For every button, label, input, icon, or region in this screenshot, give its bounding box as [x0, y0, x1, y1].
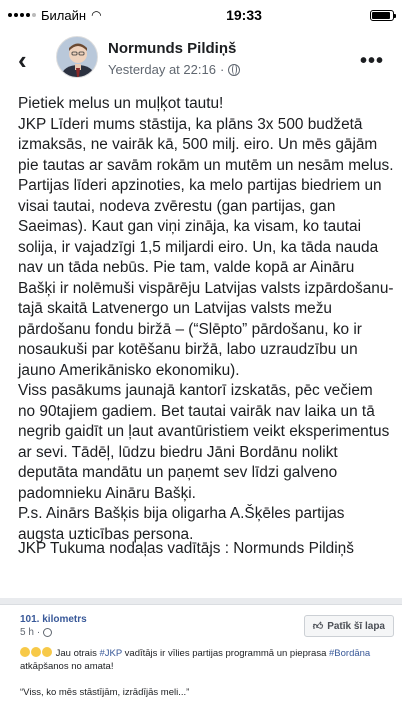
back-arrow-icon[interactable]: ‹: [18, 45, 27, 75]
scream-emoji-icon: [31, 647, 41, 657]
more-icon[interactable]: •••: [359, 50, 384, 72]
globe-small-icon: [43, 628, 52, 637]
post-text: Pietiek melus un muļķot tautu! JKP Līderi mums stāstija, ka plāns 3x 500 budžetā izmaksās, ne vairāk kā, 500 milj. eiro. Un mēs gājām pie tautas ar savām rokām un mutēm un nesām melus. Partijas līderi apzinoties, ka melo partijas biedriem un visai tautai, nodeva zvērestu (gan partijas, gan Saeimas). Kaut gan viņi zināja, ka visam, ko tautai solija, ir vajadzīgi 1,5 miljardi eiro. Un, ka tāda nauda nav un tāda nebūs. Pie tam, valde kopā ar Aināru Bašķi ir nolēmuši vispārēju Latvijas valsts izpārdošanu- tajā skaitā Latvenergo un Latvijas valsts mežu pārdošanu fondu biržā – (“Slēpto” pārdošanu, ko ir nosaukuši par kotēšanu biržā, labo uzraudzību un jauno Amerikānisko ekonomiku). Viss pasākums jaunajā kantorī izskatās, pēc večiem no 90tajiem gadiem. Bet tautai vairāk nav laika un tā negrib gaidīt un ļaut avantūristiem veikt eksperimentus ar sevi. Tādēļ, lūdzu biedru Jāni Bordānu nolikt deputāta mandātu un paņemt sev līdzi galveno padomnieku Aināru Bašķi. P.s. Ainārs Bašķis bija oligarha A.Šķēles partijas augsta uzticības persona.: [18, 95, 394, 543]
like-page-button[interactable]: [304, 615, 394, 637]
status-bar: [0, 0, 402, 30]
shared-page-name[interactable]: 101. kilometrs: [20, 614, 87, 625]
comment-text-before: Jau otrais: [53, 648, 100, 659]
shared-comment: [20, 647, 390, 673]
author-name[interactable]: Normunds Pildiņš: [108, 40, 237, 57]
post-signature: JKP Tukuma nodaļas vadītājs : Normunds Pildiņš: [18, 540, 354, 557]
shared-age: 5 h: [20, 627, 34, 638]
post-body: [18, 94, 394, 545]
globe-icon: [228, 64, 240, 76]
shared-separator: ·: [36, 627, 41, 638]
comment-text-middle: vadītājs ir vīlies partijas programmā un pieprasa: [122, 648, 329, 659]
post-header: [0, 32, 402, 88]
signal-icon: [8, 13, 36, 17]
avatar-image: [57, 37, 98, 78]
status-time: 19:33: [226, 7, 262, 23]
post-timestamp[interactable]: Yesterday at 22:16: [108, 62, 216, 77]
shared-meta: [20, 627, 52, 638]
scream-emoji-icon: [42, 647, 52, 657]
avatar[interactable]: [56, 36, 98, 78]
post-meta: [108, 62, 240, 77]
comment-text-after: atkāpšanos no amata!: [20, 661, 114, 672]
shared-post-card: [0, 604, 402, 707]
like-page-label: Patīk šī lapa: [327, 620, 385, 632]
wifi-icon: ◠: [91, 8, 102, 22]
shared-quote: “Viss, ko mēs stāstījām, izrādījās meli...”: [20, 687, 190, 698]
scream-emoji-icon: [20, 647, 30, 657]
battery-icon: [370, 10, 394, 21]
carrier-label: Билайн: [41, 7, 87, 23]
thumbs-up-icon: 👍︎: [312, 621, 324, 632]
status-left: [8, 8, 148, 23]
hashtag-bordana[interactable]: #Bordāna: [329, 648, 371, 659]
meta-separator: ·: [219, 62, 225, 77]
hashtag-jkp[interactable]: #JKP: [99, 648, 123, 659]
battery-fill: [372, 12, 390, 19]
